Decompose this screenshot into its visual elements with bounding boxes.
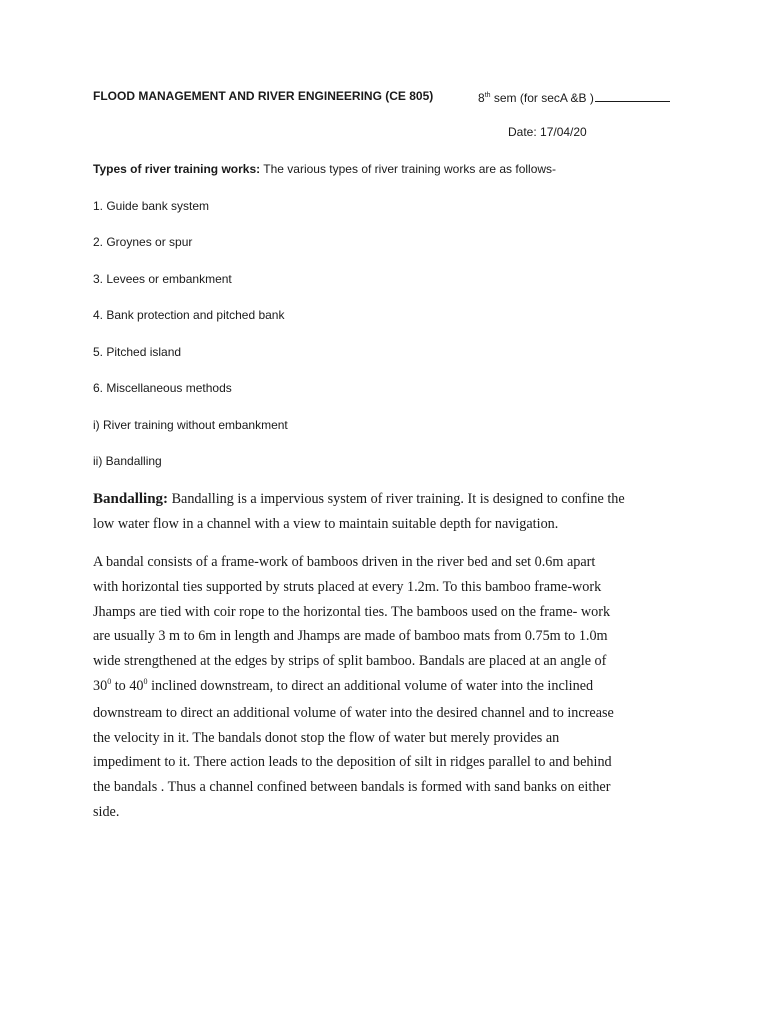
body-line: the velocity in it. The bandals donot stop the flow of water but merely provides an [93, 729, 560, 746]
body-line: downstream to direct an additional volume of water into the desired channel and to increase [93, 704, 614, 721]
body-line: with horizontal ties supported by struts placed at every 1.2m. To this bamboo frame-work [93, 578, 602, 595]
body-line: the bandals . Thus a channel confined between bandals is formed with sand banks on either [93, 779, 611, 796]
list-item: 4. Bank protection and pitched bank [93, 308, 285, 322]
body-line: side. [93, 803, 120, 820]
list-item: ii) Bandalling [93, 454, 162, 468]
intro-line [93, 162, 556, 176]
intro-heading: Types of river training works: [93, 162, 261, 176]
body-paragraph [93, 550, 675, 825]
list-item: 5. Pitched island [93, 345, 182, 359]
degree-sup: 0 [107, 676, 112, 686]
semester-suffix: th [484, 92, 491, 99]
semester-info [478, 89, 670, 105]
body-line: are usually 3 m to 6m in length and Jhamps are made of bamboo mats from 0.75m to 1.0m [93, 628, 608, 645]
body-line: A bandal consists of a frame-work of bamboos driven in the river bed and set 0.6m apart [93, 554, 596, 570]
list-item: i) River training without embankment [93, 418, 288, 432]
bandalling-paragraph [93, 487, 675, 537]
date: Date: 17/04/20 [508, 125, 587, 139]
body-line: Jhamps are tied with coir rope to the horizontal ties. The bamboos used on the frame- work [93, 603, 611, 620]
list-item: 6. Miscellaneous methods [93, 381, 232, 395]
list-item: 3. Levees or embankment [93, 272, 232, 286]
body-line: impediment to it. There action leads to the deposition of silt in ridges parallel to and behind [93, 754, 612, 771]
bandalling-text: Bandalling is a impervious system of river training. It is designed to confine the [168, 491, 625, 507]
list-item: 1. Guide bank system [93, 199, 210, 213]
angle-rest: inclined downstream, to direct an additional volume of water into the inclined [147, 677, 594, 694]
bandalling-line: low water flow in a channel with a view to maintain suitable depth for navigation. [93, 515, 559, 532]
degree-sup: 0 [143, 676, 148, 686]
list-item: 2. Groynes or spur [93, 235, 193, 249]
bandalling-line [93, 487, 675, 512]
course-title: FLOOD MANAGEMENT AND RIVER ENGINEERING (CE 805) [93, 89, 434, 103]
semester-text: sem (for secA &B ) [490, 91, 594, 105]
body-line: wide strengthened at the edges by strips of split bamboo. Bandals are placed at an angle of [93, 653, 607, 670]
body-line [93, 674, 675, 701]
angle-text: to 40 [111, 677, 144, 694]
semester-number: 8 [478, 91, 485, 105]
bandalling-heading: Bandalling: [93, 491, 169, 507]
intro-text: The various types of river training works are as follows- [260, 162, 557, 176]
angle-value: 30 [93, 677, 108, 694]
blank-line [595, 89, 670, 102]
